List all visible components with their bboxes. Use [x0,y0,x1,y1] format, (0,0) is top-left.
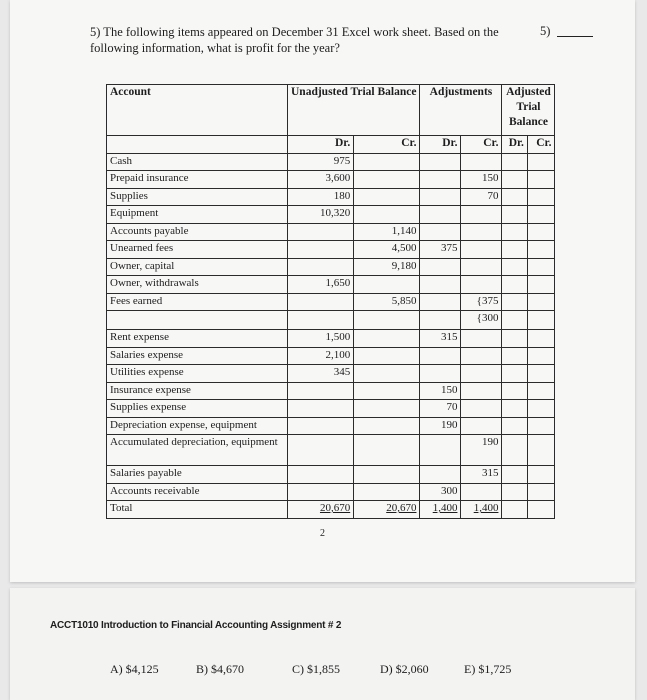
amount-cell: 9,180 [354,258,420,276]
amount-cell [502,400,527,418]
amount-cell: 1,140 [354,223,420,241]
table-row [107,400,555,418]
table-row [107,153,555,171]
amount-cell: 180 [288,188,354,206]
amount-cell: 5,850 [354,293,420,311]
amount-cell: 3,600 [288,171,354,189]
amount-cell [502,365,527,383]
amount-cell [461,223,502,241]
table-row [107,206,555,224]
amount-cell [502,258,527,276]
worksheet-table [106,84,555,519]
amount-cell [502,276,527,294]
choice-a[interactable]: A) $4,125 [110,662,159,676]
table-row [107,330,555,348]
amount-cell [420,171,461,189]
page-number: 2 [320,528,325,539]
amount-cell [502,466,527,484]
amount-cell: {300 [461,311,502,330]
account-cell [107,311,288,330]
amount-cell [354,188,420,206]
amount-cell [502,330,527,348]
amount-cell [461,400,502,418]
unadjusted-header: Unadjusted Trial Balance [288,85,420,136]
amount-cell [461,153,502,171]
account-cell: Accumulated depreciation, equipment [107,435,288,466]
amount-cell [420,435,461,466]
unadjusted-dr-header: Dr. [288,136,354,154]
amount-cell [502,153,527,171]
amount-cell: {375 [461,293,502,311]
amount-cell [502,311,527,330]
amount-cell [527,483,555,501]
amount-cell [288,293,354,311]
amount-cell: 1,650 [288,276,354,294]
choice-d[interactable]: D) $2,060 [380,662,429,676]
assignment-page-2 [10,588,635,700]
table-row [107,311,555,330]
table-row [107,258,555,276]
amount-cell [502,382,527,400]
amount-cell [527,400,555,418]
header-row [107,85,555,136]
amount-cell: 1,500 [288,330,354,348]
amount-cell [527,276,555,294]
amount-cell: 300 [420,483,461,501]
amount-cell [502,435,527,466]
account-cell: Accounts payable [107,223,288,241]
amount-cell [354,466,420,484]
table-row [107,466,555,484]
amount-cell: 70 [461,188,502,206]
amount-cell [354,365,420,383]
amount-cell [527,365,555,383]
amount-cell [527,435,555,466]
amount-cell [527,311,555,330]
table-row [107,382,555,400]
account-cell: Owner, withdrawals [107,276,288,294]
amount-cell [502,483,527,501]
assignment-page [10,0,635,582]
table-row [107,483,555,501]
amount-cell [502,417,527,435]
worksheet-body [107,153,555,518]
amount-cell: 345 [288,365,354,383]
amount-cell [527,382,555,400]
amount-cell [354,330,420,348]
amount-cell [288,400,354,418]
amount-cell [420,153,461,171]
amount-cell: 20,670 [288,501,354,519]
amount-cell [527,330,555,348]
account-cell: Rent expense [107,330,288,348]
amount-cell: 4,500 [354,241,420,259]
amount-cell [461,330,502,348]
amount-cell [354,382,420,400]
amount-cell: 315 [420,330,461,348]
amount-cell [527,241,555,259]
adjustments-header: Adjustments [420,85,502,136]
amount-cell [354,483,420,501]
amount-cell [288,223,354,241]
amount-cell [420,276,461,294]
amount-cell [527,293,555,311]
amount-cell [354,276,420,294]
amount-cell [288,417,354,435]
table-row [107,276,555,294]
amount-cell [420,188,461,206]
amount-cell [527,171,555,189]
amount-cell [461,206,502,224]
account-cell: Salaries expense [107,347,288,365]
footer-text: ACCT1010 Introduction to Financial Accounting Assignment # 2 [50,620,342,631]
amount-cell [461,483,502,501]
amount-cell [502,206,527,224]
table-row [107,241,555,259]
table-row [107,171,555,189]
account-cell: Cash [107,153,288,171]
adjusted-header: Adjusted Trial Balance [502,85,555,136]
amount-cell: 2,100 [288,347,354,365]
amount-cell [527,223,555,241]
amount-cell: 975 [288,153,354,171]
amount-cell [420,311,461,330]
amount-cell: 1,400 [420,501,461,519]
amount-cell [527,153,555,171]
amount-cell [354,206,420,224]
amount-cell [420,223,461,241]
account-cell: Fees earned [107,293,288,311]
amount-cell [527,347,555,365]
amount-cell [527,417,555,435]
amount-cell [502,347,527,365]
table-row [107,293,555,311]
amount-cell [288,483,354,501]
amount-cell [354,347,420,365]
amount-cell [502,188,527,206]
choice-b[interactable]: B) $4,670 [196,662,244,676]
table-row [107,417,555,435]
amount-cell [420,258,461,276]
amount-cell [527,501,555,519]
amount-cell [461,365,502,383]
amount-cell [461,258,502,276]
subheader-row [107,136,555,154]
amount-cell [461,347,502,365]
table-row [107,188,555,206]
amount-cell [420,365,461,383]
account-cell: Insurance expense [107,382,288,400]
amount-cell [420,466,461,484]
choice-e[interactable]: E) $1,725 [464,662,512,676]
account-cell: Salaries payable [107,466,288,484]
amount-cell [527,188,555,206]
account-cell: Accounts receivable [107,483,288,501]
question-text: 5) The following items appeared on December 31 Excel work sheet. Based on the following information, what is profit for the year? [90,25,499,55]
amount-cell [288,258,354,276]
answer-blank [557,36,593,37]
amount-cell [288,435,354,466]
adjustments-dr-header: Dr. [420,136,461,154]
adjustments-cr-header: Cr. [461,136,502,154]
amount-cell [527,206,555,224]
amount-cell [502,241,527,259]
account-cell: Prepaid insurance [107,171,288,189]
account-cell: Supplies expense [107,400,288,418]
amount-cell [461,241,502,259]
amount-cell [354,417,420,435]
amount-cell [420,347,461,365]
amount-cell [354,435,420,466]
amount-cell: 10,320 [288,206,354,224]
amount-cell [461,417,502,435]
amount-cell: 150 [420,382,461,400]
amount-cell: 150 [461,171,502,189]
account-cell: Equipment [107,206,288,224]
amount-cell [354,171,420,189]
amount-cell [354,400,420,418]
amount-cell [502,501,527,519]
blank-cell [107,136,288,154]
amount-cell [288,382,354,400]
account-cell: Unearned fees [107,241,288,259]
amount-cell: 190 [461,435,502,466]
amount-cell [527,466,555,484]
amount-cell [502,223,527,241]
unadjusted-cr-header: Cr. [354,136,420,154]
adjusted-dr-header: Dr. [502,136,527,154]
table-row [107,501,555,519]
account-header: Account [107,85,288,136]
amount-cell: 1,400 [461,501,502,519]
amount-cell: 315 [461,466,502,484]
table-row [107,347,555,365]
table-row [107,365,555,383]
amount-cell [502,293,527,311]
amount-cell [420,293,461,311]
account-cell: Total [107,501,288,519]
account-cell: Utilities expense [107,365,288,383]
amount-cell: 375 [420,241,461,259]
answer-label: 5) [540,24,551,38]
account-cell: Depreciation expense, equipment [107,417,288,435]
amount-cell [354,153,420,171]
amount-cell [420,206,461,224]
amount-cell [461,276,502,294]
amount-cell [354,311,420,330]
account-cell: Owner, capital [107,258,288,276]
adjusted-cr-header: Cr. [527,136,555,154]
amount-cell [527,258,555,276]
amount-cell [502,171,527,189]
table-row [107,435,555,466]
choice-c[interactable]: C) $1,855 [292,662,340,676]
amount-cell: 70 [420,400,461,418]
amount-cell: 190 [420,417,461,435]
amount-cell [288,311,354,330]
amount-cell [288,466,354,484]
amount-cell [288,241,354,259]
amount-cell [461,382,502,400]
account-cell: Supplies [107,188,288,206]
amount-cell: 20,670 [354,501,420,519]
table-row [107,223,555,241]
